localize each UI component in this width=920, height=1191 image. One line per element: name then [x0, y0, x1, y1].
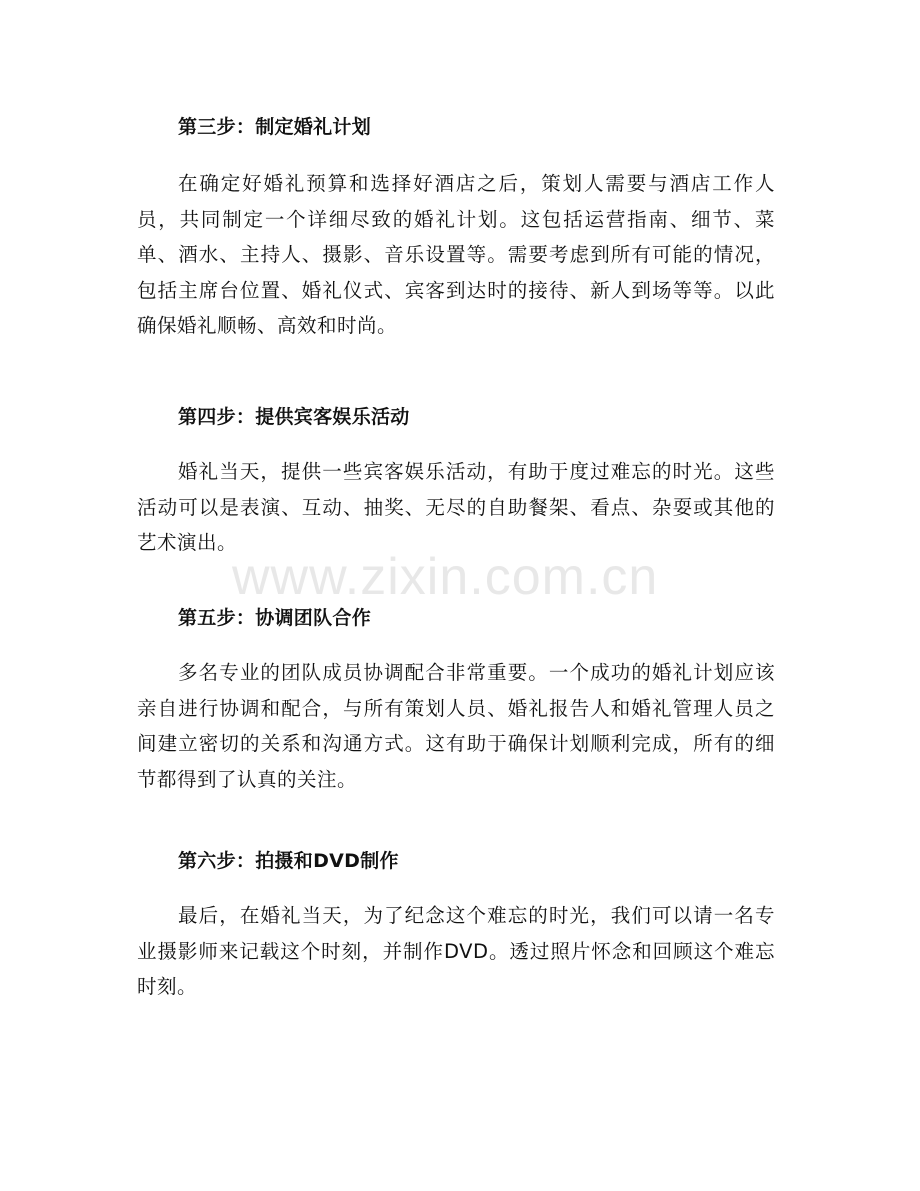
- section-paragraph: 最后，在婚礼当天，为了纪念这个难忘的时光，我们可以请一名专业摄影师来记载这个时刻，并制作DVD。透过照片怀念和回顾这个难忘时刻。: [137, 904, 775, 998]
- section-step-3: [137, 112, 775, 142]
- section-step-6-body: [137, 898, 775, 1005]
- section-step-5: [137, 603, 775, 633]
- section-heading: 第五步：协调团队合作: [178, 607, 372, 629]
- watermark: www.zixin.com.cn: [232, 548, 659, 606]
- section-heading: 第四步：提供宾客娱乐活动: [178, 406, 410, 428]
- section-heading: 第六步：拍摄和DVD制作: [178, 850, 399, 872]
- section-paragraph: 婚礼当天，提供一些宾客娱乐活动，有助于度过难忘的时光。这些活动可以是表演、互动、抽奖、无尽的自助餐架、看点、杂耍或其他的艺术演出。: [137, 460, 775, 554]
- section-step-3-body: [137, 166, 775, 344]
- section-step-5-body: [137, 655, 775, 797]
- section-paragraph: 在确定好婚礼预算和选择好酒店之后，策划人需要与酒店工作人员，共同制定一个详细尽致的婚礼计划。这包括运营指南、细节、菜单、酒水、主持人、摄影、音乐设置等。需要考虑到所有可能的情况，包括主席台位置、婚礼仪式、宾客到达时的接待、新人到场等等。以此确保婚礼顺畅、高效和时尚。: [137, 172, 775, 337]
- section-step-4: [137, 402, 775, 432]
- section-heading: 第三步：制定婚礼计划: [178, 116, 372, 138]
- section-step-4-body: [137, 454, 775, 561]
- section-step-6: [137, 846, 775, 876]
- section-paragraph: 多名专业的团队成员协调配合非常重要。一个成功的婚礼计划应该亲自进行协调和配合，与所有策划人员、婚礼报告人和婚礼管理人员之间建立密切的关系和沟通方式。这有助于确保计划顺利完成，所有的细节都得到了认真的关注。: [137, 661, 775, 791]
